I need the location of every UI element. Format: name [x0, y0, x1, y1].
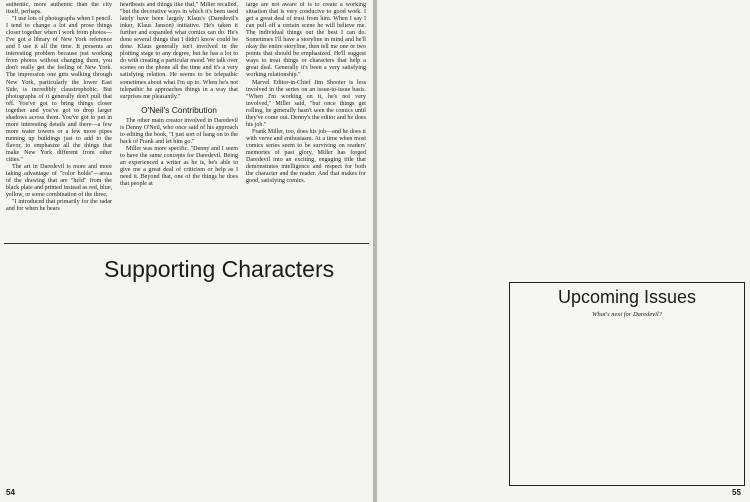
- right-column-1: [383, 2, 501, 487]
- right-column-3: [635, 2, 745, 276]
- intro-text: [6, 252, 98, 308]
- divider-top: [4, 243, 369, 244]
- paragraph: The other main creator involved in Daredevil is Denny O'Neil, who once said of his approach to editing the book, "I just sort of hang on to the back of Frank and let him go.": [120, 117, 238, 145]
- right-column-2: [509, 2, 627, 276]
- paragraph: heartbeats and things like that," Miller recalled, "but the decorative ways in which it's been used lately have been largely Klaus's (Daredevil's inker, Klaus Janson) initiative. He's taken it further and expanded what comics can do. He's done several things that I didn't know could be done. Klaus generally isn't involved in the plotting stage to any degree, but he has a lot to do with creating a particular mood. We talk over scenes on the phone all the time and it's a very satisfying relation. He seems to be telepathic sometimes about what I'm up to. When he's not telepathic he approaches things in a way that surprises me pleasantly.": [120, 2, 238, 100]
- paragraph: The art in Daredevil is more and more taking advantage of "color holds"—areas of the drawing that are "held" from the black plate and printed instead as red, blue, yellow, or some combination of the three.: [6, 164, 112, 199]
- page-number-right: 55: [732, 488, 741, 497]
- left-bottom-column-3: [240, 296, 366, 494]
- upcoming-title: Upcoming Issues: [557, 287, 697, 307]
- right-page: [377, 0, 750, 502]
- paragraph: Frank Miller, too, does his job—and he does it with verve and enthusiasm. At a time when most comics series seem to be surviving on readers' memories of past glory, Miller has forged Daredevil into an exciting, engaging title that demonstrates intelligence and respect for both the character and the reader. And that makes for good, satisfying comics.: [246, 128, 366, 185]
- paragraph: authentic, more authentic than the city itself, perhaps.: [6, 2, 112, 16]
- left-column-1: [6, 2, 112, 240]
- upcoming-subtitle: What's next for Daredevil?: [592, 311, 662, 318]
- left-page: [0, 0, 373, 502]
- upcoming-right: [631, 287, 739, 481]
- left-bottom-column-2: [104, 296, 232, 494]
- paragraph: "I use lots of photographs when I pencil. I tend to change a lot and prose things closer together when I work from photos—I've got a library of New York reference and I use it all the time. It presents an interesting problem because just working from photos without changing them, you don't really get the feeling of New York. The impression one gets walking through New York, particularly the lower East Side, is incredibly claustrophobic. But photographs of it generally don't pull that off. You've got to bring things closer together and you've got to drop larger shadows across them. You've got to put in more interesting details and there—a few more water towers or a few more pipes running up buildings just to add to the flavor, to emphasize all the things that make New York different from other cities.": [6, 16, 112, 164]
- left-column-2: [120, 2, 238, 240]
- upcoming-issues-box: [509, 282, 745, 486]
- left-column-3: [246, 2, 366, 240]
- paragraph: large are not aware of is to create a working situation that is very conducive to good work. I get a great deal of trust from him. When I say I can pull off a certain scene he will believe me. The individual things out the best I can do. Sometimes I'll have a storyline in mind and he'll okay the entire storyline, then tell me one or two points that should be emphasized. He'll suggest ways to treat things or characters that help a great deal. Generally it's been a very satisfying working relationship.": [246, 2, 366, 79]
- paragraph: Miller was more specific. "Denny and I seem to have the same concepts for Daredevil. Being an experienced a writer as he is, he's able to give me a great deal of criticism or help as I need it. Beyond that, one of the things he does that people at: [120, 145, 238, 188]
- section-title: Supporting Characters: [104, 256, 335, 282]
- paragraph: Marvel Editor-in-Chief Jim Shooter is less involved in the series on an issue-to-issue basis. "When I'm working on it, he's not very involved," Miller said, "but once things get rolling, he generally hasn't seen the comics until they've come out. Denny's the editor and he does his job.": [246, 79, 366, 128]
- matt-murdock-column: [6, 322, 98, 494]
- oneils-contribution-heading: O'Neil's Contribution: [141, 104, 217, 115]
- page-number-left: 54: [6, 488, 15, 497]
- upcoming-left: [516, 323, 624, 481]
- paragraph: "I introduced that primarily for the radar and for when he hears: [6, 199, 112, 213]
